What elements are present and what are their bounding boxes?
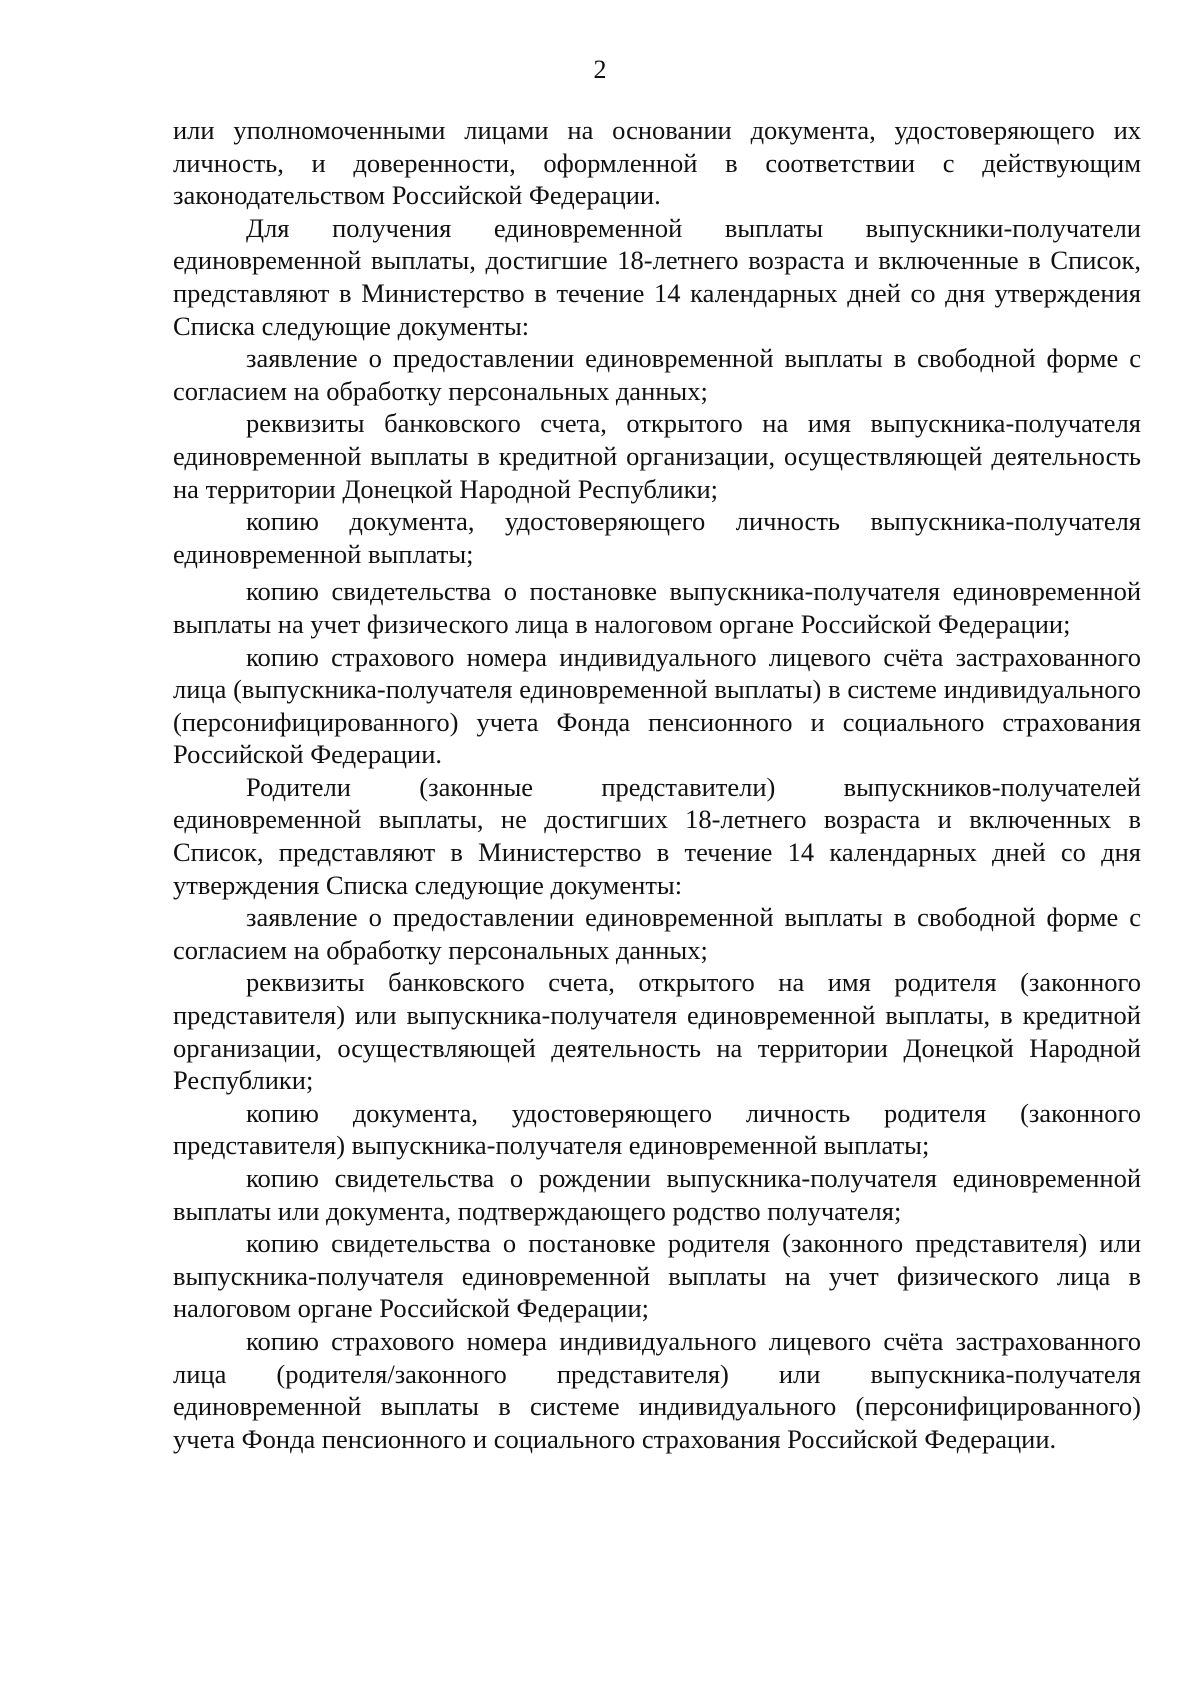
paragraph-tax-registration: копию свидетельства о постановке выпускника-получателя единовременной выплаты на учет физического лица в налоговом органе Российской Федерации; — [173, 576, 1141, 639]
paragraph-identity-document: копию документа, удостоверяющего личность выпускника-получателя единовременной выплаты; — [173, 506, 1141, 569]
document-body — [173, 114, 1141, 1455]
paragraph-parent-insurance-number: копию страхового номера индивидуального лицевого счёта застрахованного лица (родителя/законного представителя) или выпускника-получателя единовременной выплаты в системе индивидуального (персонифицированного) учета Фонда пенсионного и социального страхования Российской Федерации. — [173, 1325, 1141, 1454]
paragraph-parent-application: заявление о предоставлении единовременной выплаты в свободной форме с согласием на обработку персональных данных; — [173, 902, 1141, 965]
page-number: 2 — [593, 55, 607, 84]
paragraph-birth-certificate: копию свидетельства о рождении выпускника-получателя единовременной выплаты или документа, подтверждающего родство получателя; — [173, 1163, 1141, 1226]
paragraph-continuation: или уполномоченными лицами на основании документа, удостоверяющего их личность, и доверенности, оформленной в соответствии с действующим законодательством Российской Федерации. — [173, 115, 1141, 211]
paragraph-parent-tax-registration: копию свидетельства о постановке родителя (законного представителя) или выпускника-получателя единовременной выплаты на учет физического лица в налоговом органе Российской Федерации; — [173, 1228, 1141, 1324]
paragraph-application: заявление о предоставлении единовременной выплаты в свободной форме с согласием на обработку персональных данных; — [173, 343, 1141, 406]
paragraph-adult-graduates-intro: Для получения единовременной выплаты выпускники-получатели единовременной выплаты, достигшие 18-летнего возраста и включенные в Список, представляют в Министерство в течение 14 календарных дней со дня утверждения Списка следующие документы: — [173, 212, 1141, 341]
paragraph-parent-identity-document: копию документа, удостоверяющего личность родителя (законного представителя) выпускника-получателя единовременной выплаты; — [173, 1097, 1141, 1161]
paragraph-parents-intro: Родители (законные представители) выпускников-получателей единовременной выплаты, не достигших 18-летнего возраста и включенных в Список, представляют в Министерство в течение 14 календарных дней со дня утверждения Списка следующие документы: — [173, 771, 1141, 900]
paragraph-insurance-number: копию страхового номера индивидуального лицевого счёта застрахованного лица (выпускника-получателя единовременной выплаты) в системе индивидуального (персонифицированного) учета Фонда пенсионного и социального страхования Российской Федерации. — [173, 641, 1141, 770]
paragraph-parent-bank-details: реквизиты банковского счета, открытого на имя родителя (законного представителя) или выпускника-получателя единовременной выплаты, в кредитной организации, осуществляющей деятельность на территории Донецкой Народной Республики; — [173, 967, 1141, 1096]
paragraph-bank-details: реквизиты банковского счета, открытого на имя выпускника-получателя единовременной выплаты в кредитной организации, осуществляющей деятельность на территории Донецкой Народной Республики; — [173, 408, 1141, 504]
